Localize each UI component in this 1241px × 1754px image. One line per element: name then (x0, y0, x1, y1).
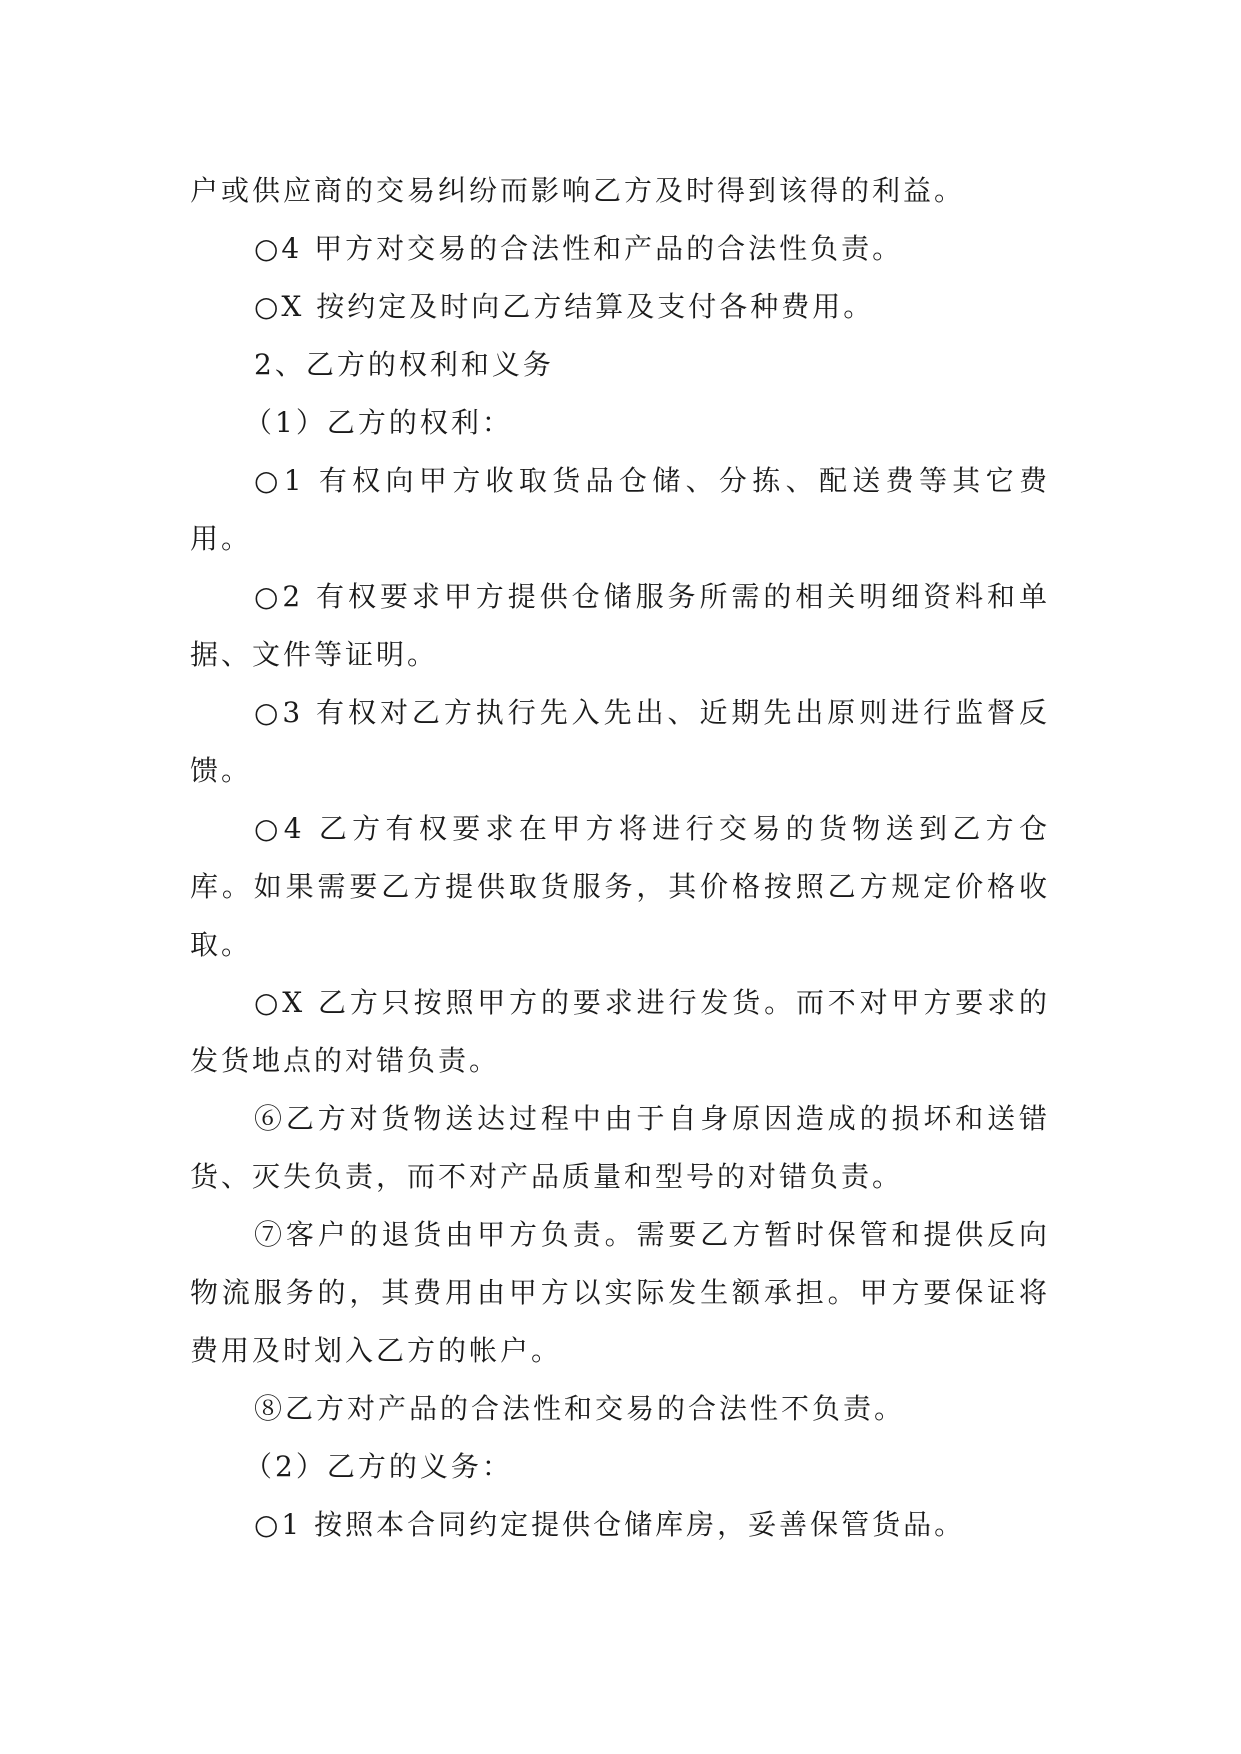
paragraph-rights-item-x: ○X 乙方只按照甲方的要求进行发货。而不对甲方要求的发货地点的对错负责。 (190, 986, 1050, 1077)
paragraph-continuation: 户或供应商的交易纠纷而影响乙方及时得到该得的利益。 (190, 174, 966, 207)
paragraph-rights-item-3: ○3 有权对乙方执行先入先出、近期先出原则进行监督反馈。 (190, 696, 1050, 787)
paragraph-duties-item-1: ○1 按照本合同约定提供仓储库房，妥善保管货品。 (254, 1508, 966, 1541)
document-body (190, 162, 1050, 1554)
paragraph-party-a-item-4: ○4 甲方对交易的合法性和产品的合法性负责。 (254, 232, 904, 265)
paragraph-rights-item-6: ⑥乙方对货物送达过程中由于自身原因造成的损坏和送错货、灭失负责，而不对产品质量和型号的对错负责。 (190, 1102, 1050, 1193)
paragraph-rights-item-4: ○4 乙方有权要求在甲方将进行交易的货物送到乙方仓库。如果需要乙方提供取货服务，其价格按照乙方规定价格收取。 (190, 812, 1050, 961)
paragraph-party-a-item-x: ○X 按约定及时向乙方结算及支付各种费用。 (254, 290, 875, 323)
subheading-party-b-rights: （1）乙方的权利： (244, 406, 513, 439)
paragraph-rights-item-1: ○1 有权向甲方收取货品仓储、分拣、配送费等其它费用。 (190, 464, 1050, 555)
section-heading-party-b: 2、乙方的权利和义务 (254, 348, 554, 381)
subheading-party-b-duties: （2）乙方的义务： (244, 1450, 513, 1483)
paragraph-rights-item-2: ○2 有权要求甲方提供仓储服务所需的相关明细资料和单据、文件等证明。 (190, 580, 1050, 671)
paragraph-rights-item-7: ⑦客户的退货由甲方负责。需要乙方暂时保管和提供反向物流服务的，其费用由甲方以实际发生额承担。甲方要保证将费用及时划入乙方的帐户。 (190, 1218, 1050, 1367)
paragraph-rights-item-8: ⑧乙方对产品的合法性和交易的合法性不负责。 (254, 1392, 906, 1425)
